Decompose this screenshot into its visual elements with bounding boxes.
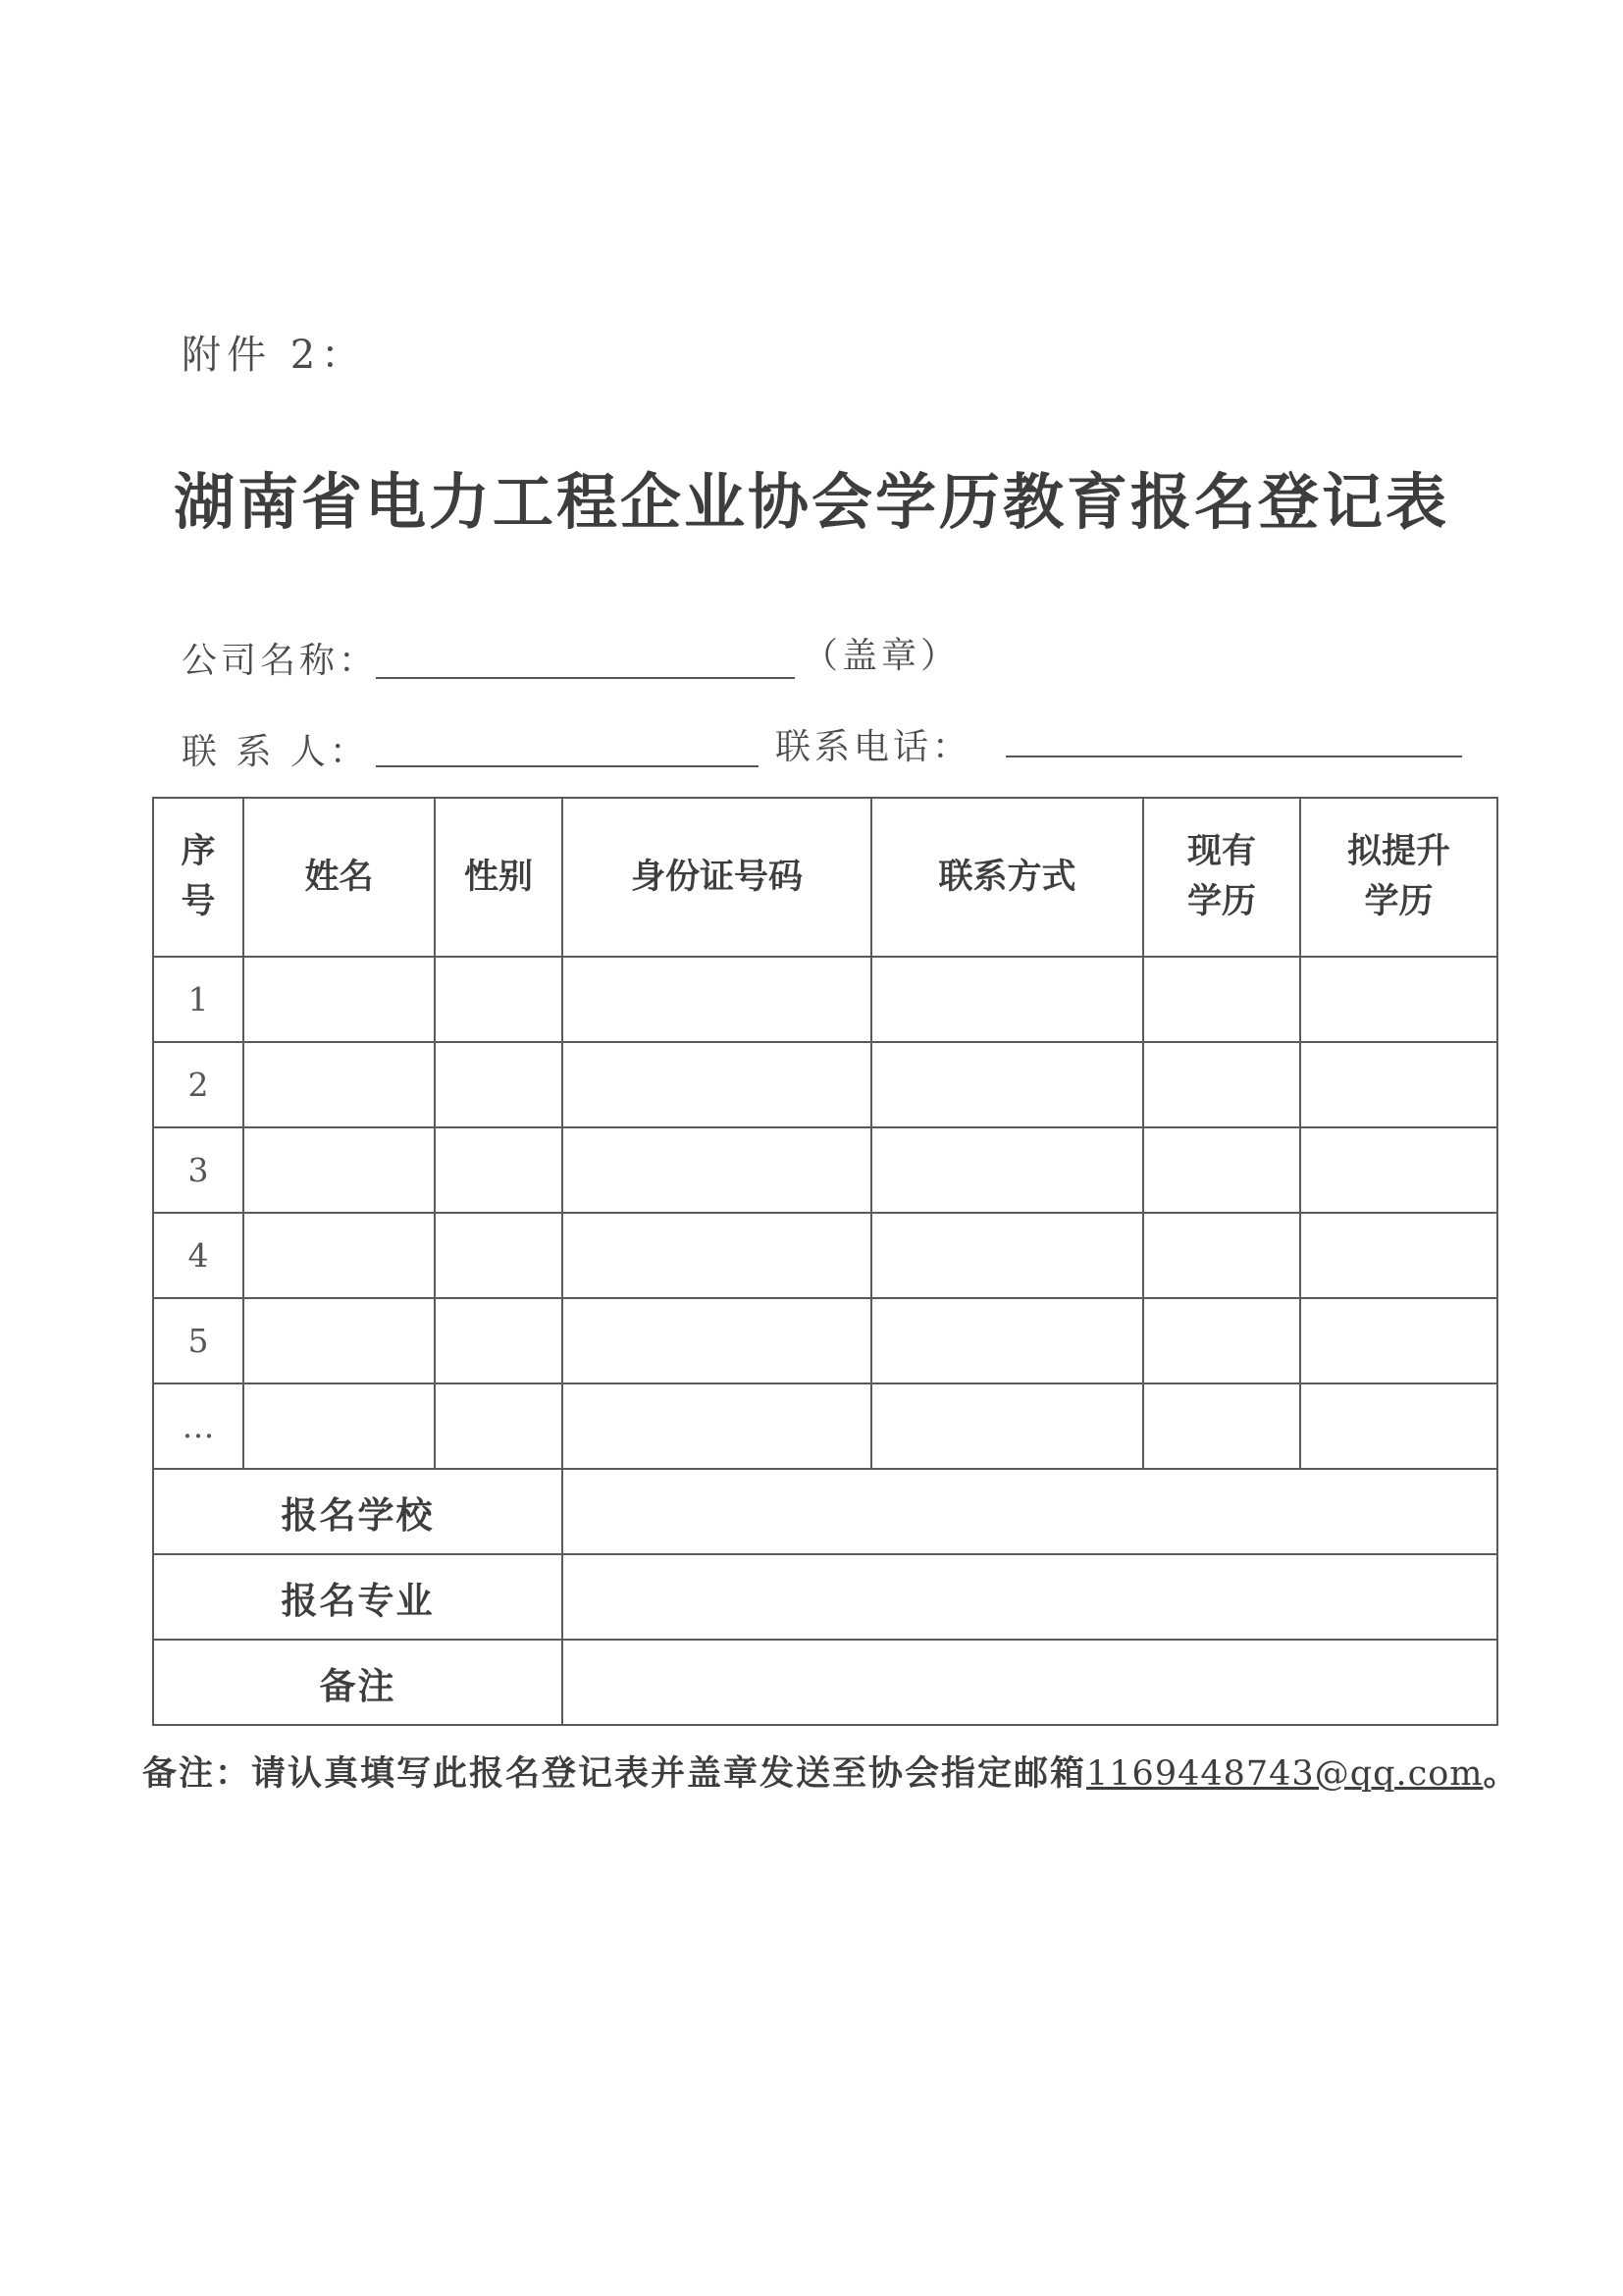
name-cell[interactable] [243,1298,435,1383]
current-education-cell[interactable] [1143,1383,1300,1469]
school-label: 报名学校 [153,1469,562,1554]
header-name: 姓名 [243,798,435,957]
id-number-cell[interactable] [562,1042,871,1127]
target-education-cell[interactable] [1300,1127,1497,1213]
name-cell[interactable] [243,1213,435,1298]
current-education-cell[interactable] [1143,1298,1300,1383]
row-number: 1 [153,957,243,1042]
row-number: 5 [153,1298,243,1383]
contact-cell[interactable] [871,1042,1143,1127]
name-cell[interactable] [243,957,435,1042]
gender-cell[interactable] [435,1042,562,1127]
target-education-cell[interactable] [1300,1298,1497,1383]
table-row [153,957,1497,1042]
contact-phone-field[interactable] [1006,756,1462,757]
name-cell[interactable] [243,1127,435,1213]
header-target-education: 拟提升 学历 [1300,798,1497,957]
id-number-cell[interactable] [562,957,871,1042]
contact-person-field[interactable] [376,765,759,767]
row-number: 4 [153,1213,243,1298]
contact-cell[interactable] [871,1383,1143,1469]
target-education-cell[interactable] [1300,1213,1497,1298]
contact-phone-label: 联系电话： [775,727,972,767]
current-education-cell[interactable] [1143,1127,1300,1213]
id-number-cell[interactable] [562,1383,871,1469]
table-row [153,1383,1497,1469]
current-education-cell[interactable] [1143,1042,1300,1127]
attachment-label: 附件 2： [182,333,367,378]
current-education-cell[interactable] [1143,957,1300,1042]
id-number-cell[interactable] [562,1127,871,1213]
row-number: 2 [153,1042,243,1127]
gender-cell[interactable] [435,1383,562,1469]
target-education-cell[interactable] [1300,957,1497,1042]
table-row [153,1042,1497,1127]
name-cell[interactable] [243,1042,435,1127]
contact-cell[interactable] [871,1213,1143,1298]
id-number-cell[interactable] [562,1298,871,1383]
table-row [153,1298,1497,1383]
gender-cell[interactable] [435,1213,562,1298]
remarks-field[interactable] [562,1640,1497,1725]
target-education-cell[interactable] [1300,1042,1497,1127]
header-gender: 性别 [435,798,562,957]
gender-cell[interactable] [435,1127,562,1213]
row-number: … [153,1383,243,1469]
current-education-cell[interactable] [1143,1213,1300,1298]
contact-cell[interactable] [871,1298,1143,1383]
major-label: 报名专业 [153,1554,562,1640]
table-header-row [153,798,1497,957]
contact-person-label: 联 系 人： [182,732,369,772]
school-row [153,1469,1497,1554]
seal-note: （盖章） [803,636,961,676]
major-row [153,1554,1497,1640]
table-row [153,1127,1497,1213]
company-name-field[interactable] [376,677,795,679]
header-seq: 序 号 [153,798,243,957]
header-contact: 联系方式 [871,798,1143,957]
contact-cell[interactable] [871,957,1143,1042]
gender-cell[interactable] [435,957,562,1042]
row-number: 3 [153,1127,243,1213]
header-id-number: 身份证号码 [562,798,871,957]
name-cell[interactable] [243,1383,435,1469]
company-name-label: 公司名称： [182,641,379,681]
document-title: 湖南省电力工程企业协会学历教育报名登记表 [173,466,1449,538]
contact-cell[interactable] [871,1127,1143,1213]
note-text: 备注：请认真填写此报名登记表并盖章发送至协会指定邮箱 [142,1753,1087,1794]
remarks-row [153,1640,1497,1725]
remarks-label: 备注 [153,1640,562,1725]
school-field[interactable] [562,1469,1497,1554]
registration-table [152,797,1498,1726]
footer-note [142,1747,1520,1796]
email-link[interactable]: 1169448743@qq.com [1086,1754,1484,1794]
header-current-education: 现有 学历 [1143,798,1300,957]
note-end: 。 [1483,1753,1520,1794]
major-field[interactable] [562,1554,1497,1640]
id-number-cell[interactable] [562,1213,871,1298]
gender-cell[interactable] [435,1298,562,1383]
table-row [153,1213,1497,1298]
target-education-cell[interactable] [1300,1383,1497,1469]
